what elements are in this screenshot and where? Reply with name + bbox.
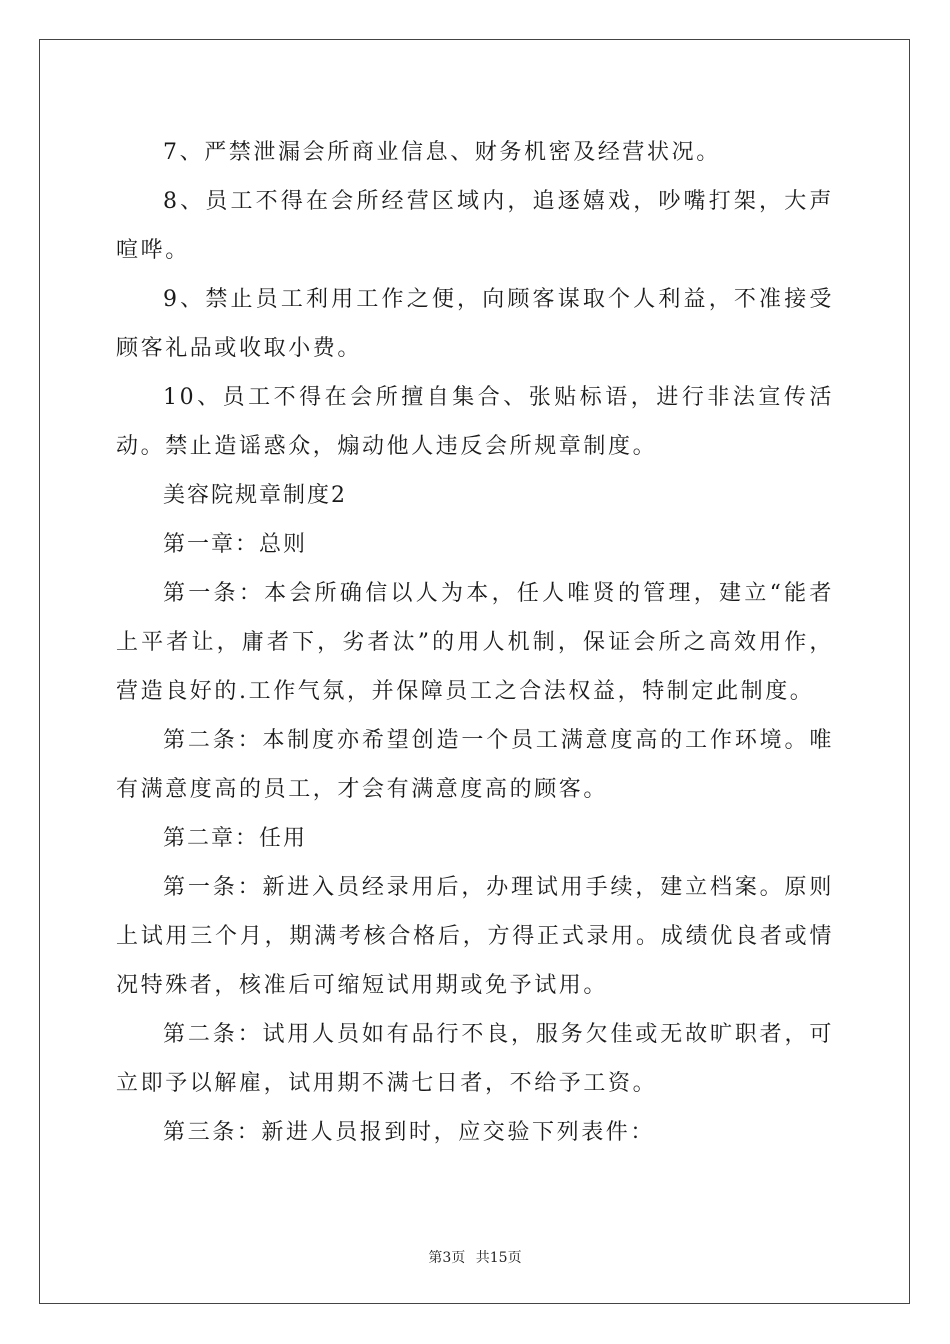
page-number: 第3页 [428,1250,466,1266]
chapter-1-heading: 第一章：总则 [163,532,308,557]
paragraph-rule-7: 7、严禁泄漏会所商业信息、财务机密及经营状况。 [163,140,721,165]
section-title: 美容院规章制度2 [163,483,347,508]
chapter-1-article-1: 第一条：本会所确信以人为本，任人唯贤的管理，建立“能者上平者让，庸者下，劣者汰”的用人机制，保证会所之高效用作，营造良好的.工作气氛，并保障员工之合法权益，特制定此制度。 [116,581,834,704]
document-body [116,128,834,1157]
chapter-1-article-2: 第二条：本制度亦希望创造一个员工满意度高的工作环境。唯有满意度高的员工，才会有满意度高的顾客。 [116,728,834,802]
page-total: 共15页 [475,1250,522,1266]
page-footer [0,1247,950,1267]
paragraph-rule-8: 8、员工不得在会所经营区域内，追逐嬉戏，吵嘴打架，大声喧哗。 [116,189,834,263]
paragraph-rule-9: 9、禁止员工利用工作之便，向顾客谋取个人利益，不准接受顾客礼品或收取小费。 [116,287,834,361]
chapter-2-article-3: 第三条：新进人员报到时，应交验下列表件： [163,1120,656,1145]
chapter-2-article-2: 第二条：试用人员如有品行不良，服务欠佳或无故旷职者，可立即予以解雇，试用期不满七日者，不给予工资。 [116,1022,834,1096]
chapter-2-article-1: 第一条：新进入员经录用后，办理试用手续，建立档案。原则上试用三个月，期满考核合格后，方得正式录用。成绩优良者或情况特殊者，核准后可缩短试用期或免予试用。 [116,875,834,998]
paragraph-rule-10: 10、员工不得在会所擅自集合、张贴标语，进行非法宣传活动。禁止造谣惑众，煽动他人违反会所规章制度。 [116,385,834,459]
chapter-2-heading: 第二章：任用 [163,826,308,851]
